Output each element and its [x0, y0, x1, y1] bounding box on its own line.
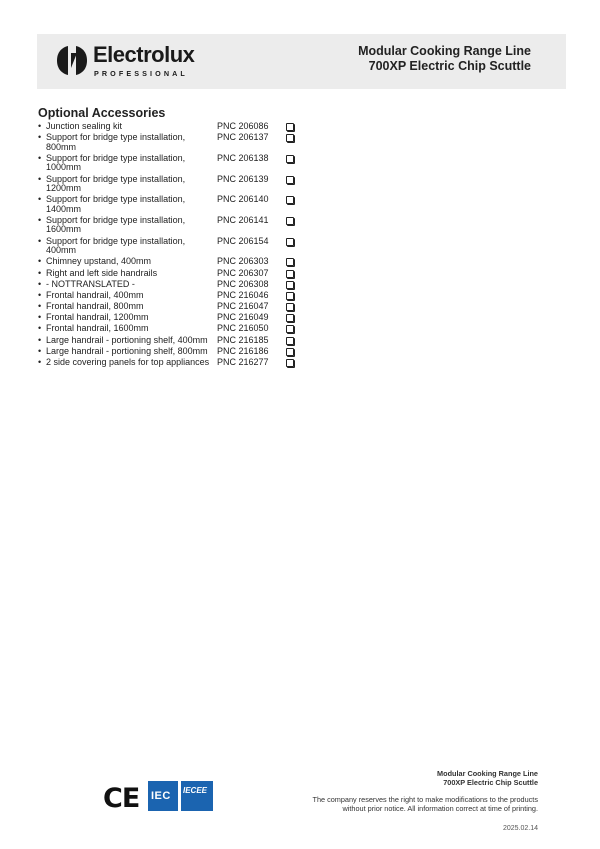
bullet-icon: •	[38, 301, 42, 312]
bullet-icon: •	[38, 194, 42, 205]
bullet-icon: •	[38, 357, 42, 367]
accessory-pnc: PNC 216186	[217, 345, 269, 356]
accessory-pnc: PNC 216277	[217, 357, 269, 367]
accessory-item	[38, 280, 308, 290]
bullet-icon: •	[38, 334, 42, 345]
accessory-item	[38, 195, 308, 214]
accessory-item	[38, 291, 308, 301]
accessory-pnc: PNC 216049	[217, 312, 269, 323]
page-footer	[312, 770, 538, 832]
accessory-item	[38, 302, 308, 312]
iec-logo-text: IEC	[151, 790, 171, 802]
accessory-name: Support for bridge type installation, 1200mm	[46, 173, 186, 194]
checkbox-icon[interactable]	[286, 217, 294, 225]
checkbox-icon[interactable]	[286, 155, 294, 163]
bullet-icon: •	[38, 235, 42, 246]
accessory-name: Support for bridge type installation, 800mm	[46, 132, 186, 152]
bullet-icon: •	[38, 132, 42, 143]
title-line-1: Modular Cooking Range Line	[358, 44, 531, 58]
bullet-icon: •	[38, 214, 42, 225]
accessory-name: Large handrail - portioning shelf, 400mm	[46, 334, 208, 345]
electrolux-logo-icon	[57, 44, 87, 77]
accessory-item	[38, 257, 308, 267]
accessory-item	[38, 216, 308, 235]
footer-title	[312, 770, 538, 787]
checkbox-icon[interactable]	[286, 134, 294, 142]
accessory-pnc: PNC 206308	[217, 278, 269, 289]
accessory-pnc: PNC 206154	[217, 235, 269, 246]
accessory-name: 2 side covering panels for top appliances	[46, 357, 210, 367]
accessory-item	[38, 154, 308, 173]
brand-sub: PROFESSIONAL	[94, 69, 188, 78]
iec-logo-icon	[148, 781, 178, 811]
accessory-name: Support for bridge type installation, 1000mm	[46, 152, 186, 173]
accessory-pnc: PNC 206140	[217, 194, 269, 205]
checkbox-icon[interactable]	[286, 303, 294, 311]
checkbox-icon[interactable]	[286, 337, 294, 345]
checkbox-icon[interactable]	[286, 176, 294, 184]
accessory-pnc: PNC 216046	[217, 289, 269, 300]
section-title: Optional Accessories	[38, 106, 166, 120]
accessory-item	[38, 122, 308, 132]
footer-notice-1: The company reserves the right to make modifications to the products	[312, 795, 538, 804]
footer-notice-2: without prior notice. All information correct at time of printing.	[342, 803, 538, 813]
checkbox-icon[interactable]	[286, 359, 294, 367]
bullet-icon: •	[38, 345, 42, 356]
accessory-name: Support for bridge type installation, 1600mm	[46, 214, 186, 235]
footer-line-1: Modular Cooking Range Line	[437, 769, 538, 778]
bullet-icon: •	[38, 121, 42, 131]
accessory-pnc: PNC 206303	[217, 256, 269, 267]
bullet-icon: •	[38, 312, 42, 323]
checkbox-icon[interactable]	[286, 123, 294, 131]
footer-date: 2025.02.14	[502, 825, 538, 832]
accessory-name: Large handrail - portioning shelf, 800mm	[46, 345, 208, 356]
bullet-icon: •	[38, 267, 42, 278]
checkbox-icon[interactable]	[286, 196, 294, 204]
checkbox-icon[interactable]	[286, 325, 294, 333]
checkbox-icon[interactable]	[286, 314, 294, 322]
footer-line-2: 700XP Electric Chip Scuttle	[443, 777, 538, 787]
checkbox-icon[interactable]	[286, 281, 294, 289]
accessory-item	[38, 358, 308, 368]
bullet-icon: •	[38, 173, 42, 184]
checkbox-icon[interactable]	[286, 238, 294, 246]
accessory-name: Support for bridge type installation, 400mm	[46, 235, 186, 256]
bullet-icon: •	[38, 278, 42, 289]
checkbox-icon[interactable]	[286, 348, 294, 356]
checkbox-icon[interactable]	[286, 292, 294, 300]
brand-name: Electrolux	[93, 42, 195, 67]
accessory-pnc: PNC 216050	[217, 323, 269, 334]
accessory-name: Junction sealing kit	[46, 121, 123, 131]
accessory-name: Chimney upstand, 400mm	[46, 256, 152, 267]
page-title	[358, 44, 531, 74]
accessory-pnc: PNC 206139	[217, 173, 269, 184]
checkbox-icon[interactable]	[286, 270, 294, 278]
iecee-logo-text: IECEE	[183, 786, 208, 795]
accessory-pnc: PNC 206137	[217, 132, 269, 143]
bullet-icon: •	[38, 323, 42, 334]
accessories-list	[38, 122, 308, 369]
accessory-name: - NOTTRANSLATED -	[46, 278, 135, 289]
accessory-pnc: PNC 216047	[217, 301, 269, 312]
title-line-2: 700XP Electric Chip Scuttle	[368, 59, 531, 73]
bullet-icon: •	[38, 152, 42, 163]
bullet-icon: •	[38, 289, 42, 300]
accessory-name: Frontal handrail, 1200mm	[46, 312, 149, 323]
accessory-item	[38, 175, 308, 194]
footer-notice	[312, 796, 538, 813]
accessory-name: Frontal handrail, 1600mm	[46, 323, 149, 334]
accessory-item	[38, 336, 308, 346]
accessory-pnc: PNC 206138	[217, 152, 269, 163]
accessory-item	[38, 133, 308, 152]
page-header	[37, 34, 566, 89]
accessory-name: Frontal handrail, 400mm	[46, 289, 144, 300]
accessory-pnc: PNC 206307	[217, 267, 269, 278]
ce-mark-icon: CE	[103, 783, 140, 814]
accessory-item	[38, 269, 308, 279]
accessory-name: Support for bridge type installation, 1400mm	[46, 194, 186, 214]
accessory-pnc: PNC 216185	[217, 334, 269, 345]
accessory-item	[38, 324, 308, 334]
accessory-pnc: PNC 206141	[217, 214, 269, 225]
bullet-icon: •	[38, 256, 42, 267]
checkbox-icon[interactable]	[286, 258, 294, 266]
iecee-logo-icon	[181, 781, 213, 811]
accessory-item	[38, 237, 308, 256]
accessory-pnc: PNC 206086	[217, 121, 269, 131]
accessory-item	[38, 347, 308, 357]
accessory-item	[38, 313, 308, 323]
accessory-name: Frontal handrail, 800mm	[46, 301, 144, 312]
accessory-name: Right and left side handrails	[46, 267, 158, 278]
